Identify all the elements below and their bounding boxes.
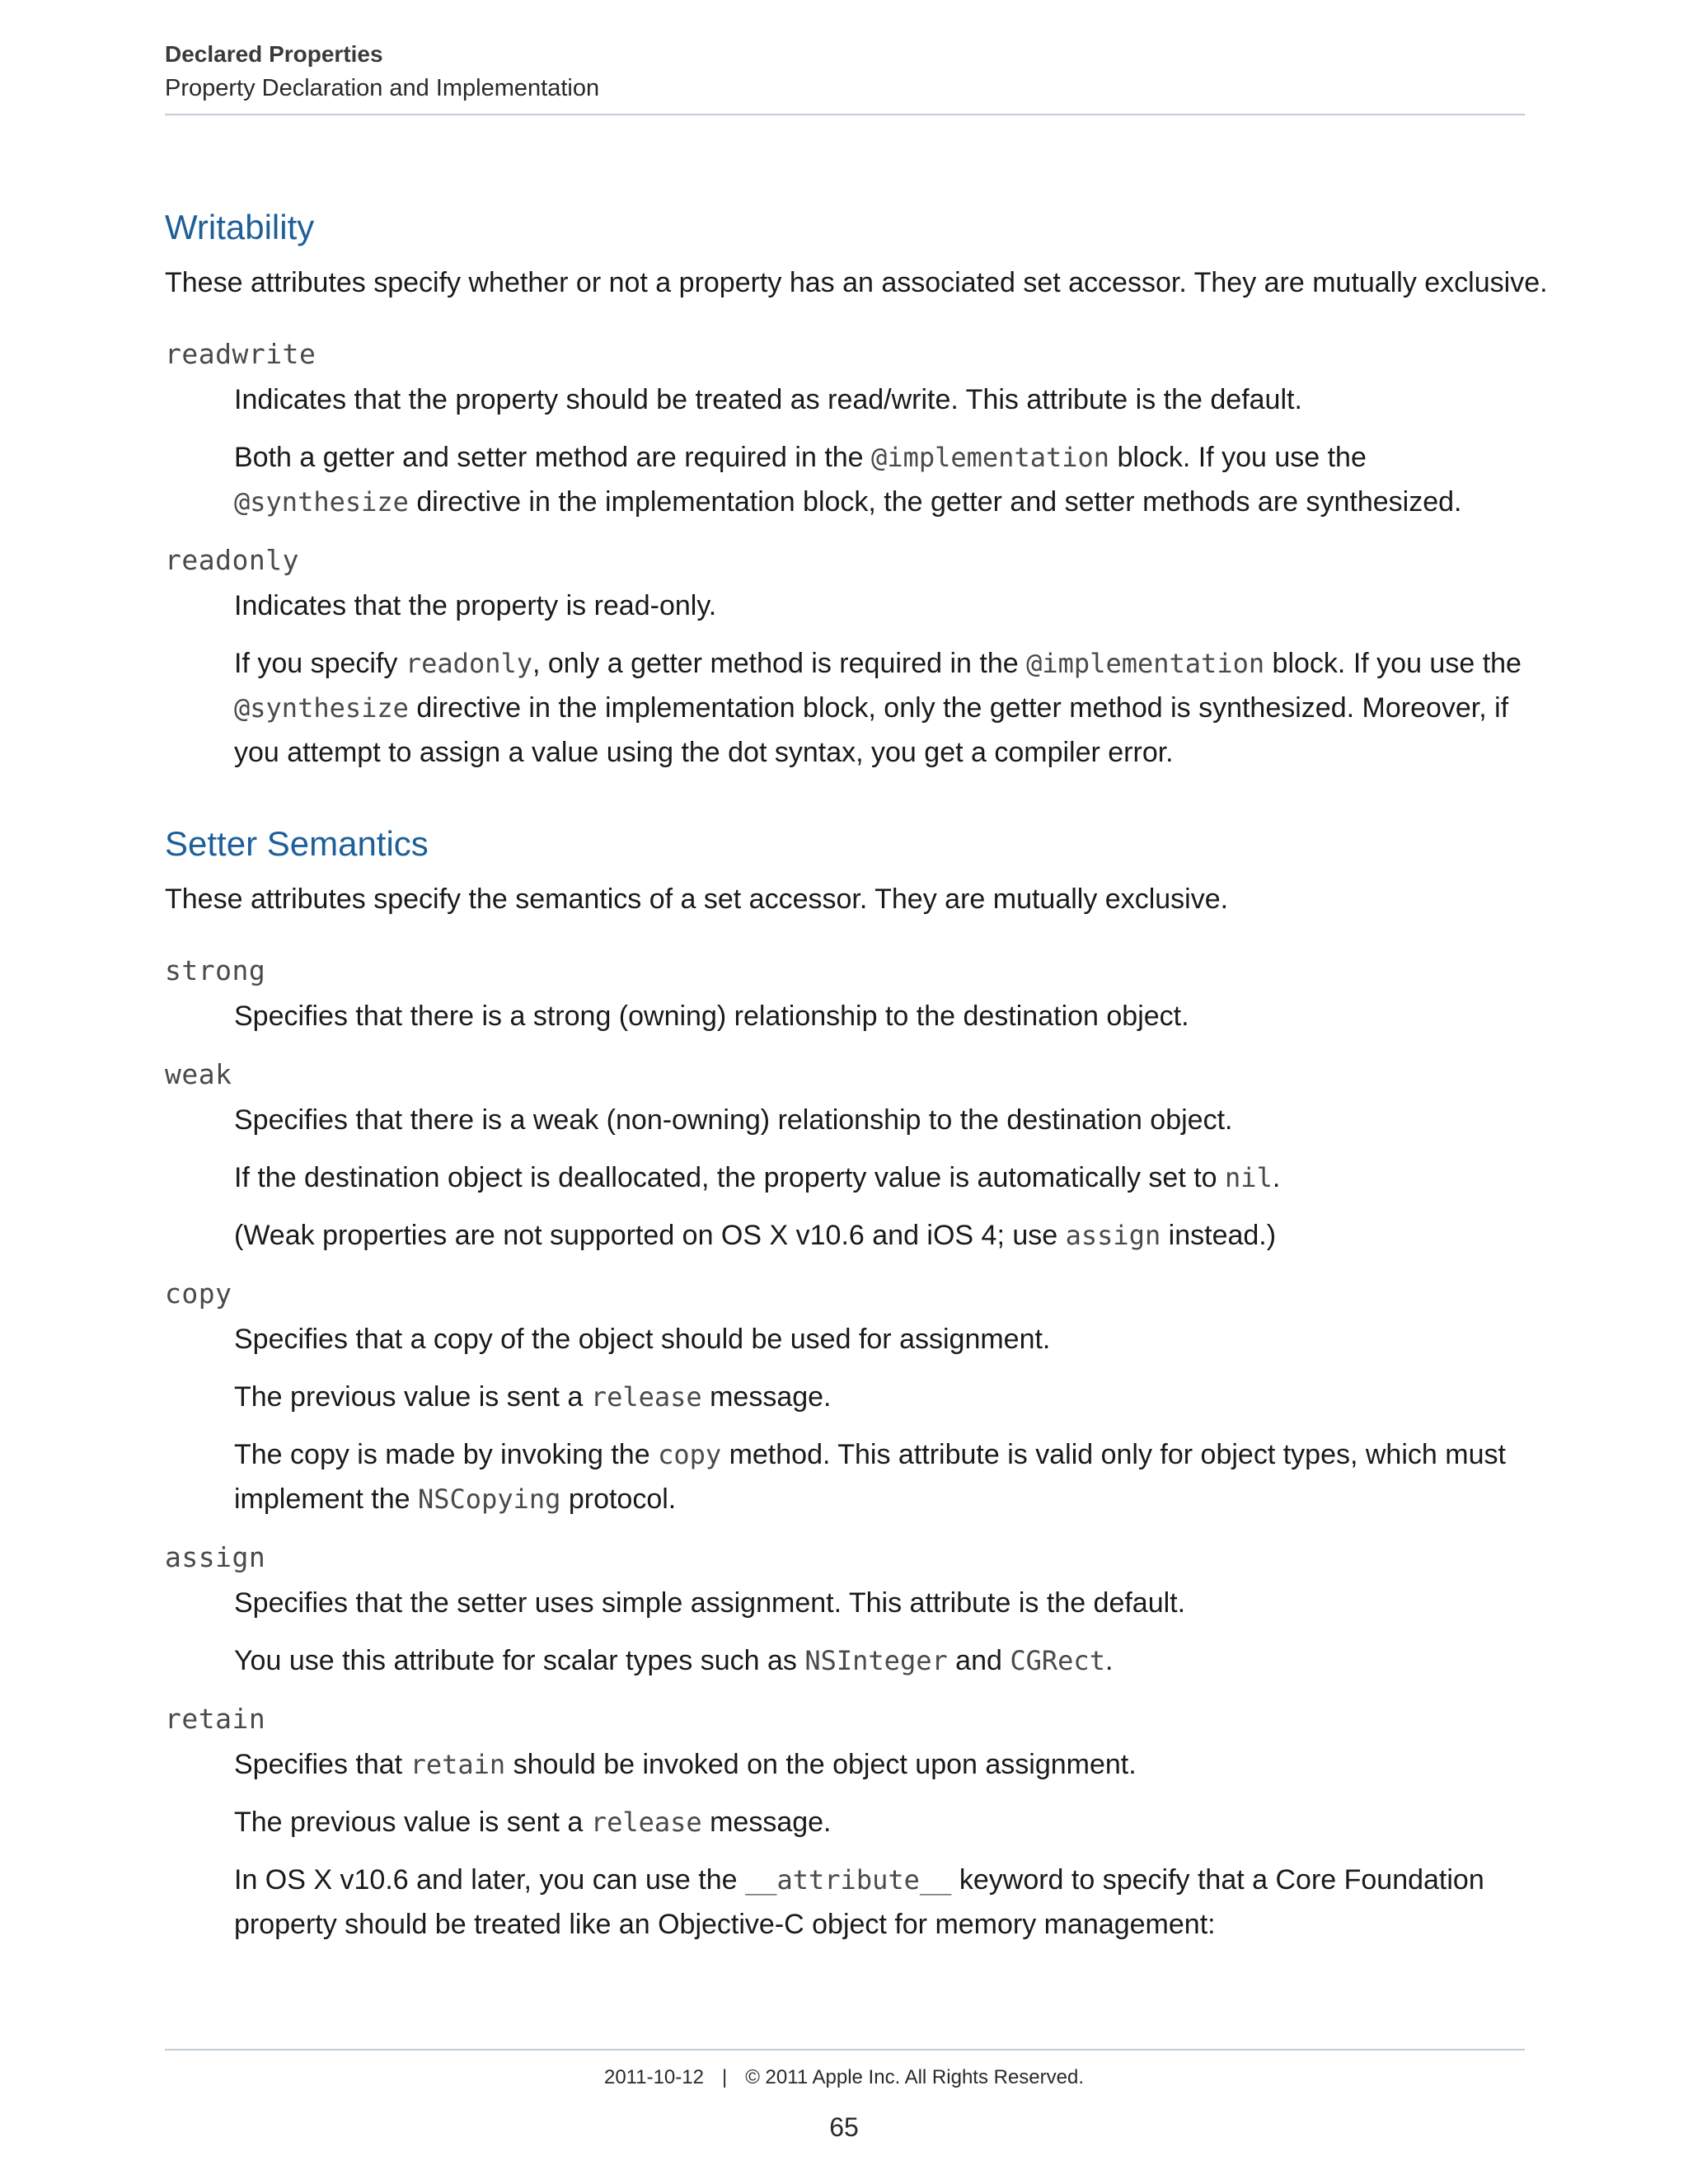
definition-paragraph [234,1800,1525,1844]
definition-paragraph [234,435,1525,524]
footer-copyright: © 2011 Apple Inc. All Rights Reserved. [745,2066,1085,2088]
definition-copy [234,1317,1525,1521]
definition-paragraph: Specifies that the setter uses simple assignment. This attribute is the default. [234,1587,1186,1619]
text-run: Both a getter and setter method are required in the [234,442,872,473]
text-run: The previous value is sent a [234,1807,591,1838]
text-run: should be invoked on the object upon assignment. [505,1749,1137,1780]
running-header [165,38,1525,105]
section-setter-semantics [165,811,1525,1947]
text-run: . [1104,1645,1114,1676]
header-chapter-title: Declared Properties [165,41,383,67]
text-run: The previous value is sent a [234,1381,591,1413]
footer-separator: | [721,2066,728,2088]
page-number: 65 [829,2112,859,2142]
section-heading-setter-semantics: Setter Semantics [165,824,429,863]
definition-readonly [234,583,1525,775]
inline-code: @synthesize [234,486,409,518]
inline-code: @implementation [1026,648,1265,679]
text-run: , only a getter method is required in the [532,648,1027,679]
footer-divider [165,2049,1525,2050]
inline-code: nil [1225,1162,1273,1193]
definition-strong [234,994,1525,1038]
inline-code: __attribute__ [744,1864,952,1896]
definition-paragraph: Specifies that there is a strong (owning) relationship to the destination object. [234,1001,1189,1032]
text-run: method. This attribute is valid only for object types, which must implement the [234,1439,1506,1515]
text-run: . [1272,1162,1281,1193]
inline-code: retain [410,1749,506,1780]
header-divider [165,114,1525,115]
inline-code: NSCopying [418,1483,561,1515]
definition-retain [234,1742,1525,1947]
term-copy: copy [165,1277,232,1310]
definition-paragraph [234,1375,1525,1419]
inline-code: @implementation [871,442,1110,473]
definition-paragraph: Indicates that the property is read-only. [234,590,717,621]
text-run: If the destination object is deallocated, the property value is automatically set to [234,1162,1226,1193]
term-readwrite: readwrite [165,338,316,370]
section-heading-writability: Writability [165,208,315,246]
inline-code: release [590,1381,702,1413]
definition-paragraph: Specifies that a copy of the object should be used for assignment. [234,1324,1051,1355]
text-run: (Weak properties are not supported on OS X v10.6 and iOS 4; use [234,1220,1066,1251]
text-run: directive in the implementation block, the getter and setter methods are synthesized. [408,486,1462,518]
inline-code: copy [658,1439,722,1470]
inline-code: NSInteger [804,1645,948,1676]
text-run: keyword to specify that a Core Foundation property should be treated like an Objective-C object for memory management: [234,1864,1484,1940]
inline-code: assign [1065,1220,1161,1251]
definition-paragraph: Indicates that the property should be treated as read/write. This attribute is the default. [234,384,1302,415]
section-intro: These attributes specify the semantics of a set accessor. They are mutually exclusive. [165,883,1229,915]
text-run: directive in the implementation block, only the getter method is synthesized. Moreover, if you attempt to assign a value using the dot syntax, you get a compiler error. [234,692,1509,768]
definition-paragraph [234,1155,1525,1200]
text-run: message. [701,1807,832,1838]
definition-paragraph [234,1213,1525,1258]
definition-paragraph [234,641,1525,775]
definition-weak [234,1098,1525,1258]
text-run: instead.) [1160,1220,1277,1251]
text-run: message. [701,1381,832,1413]
term-assign: assign [165,1541,266,1573]
inline-code: release [590,1807,702,1838]
inline-code: @synthesize [234,692,409,724]
text-run: and [947,1645,1010,1676]
text-run: You use this attribute for scalar types such as [234,1645,805,1676]
definition-assign [234,1581,1525,1683]
definition-paragraph [234,1858,1525,1947]
text-run: In OS X v10.6 and later, you can use the [234,1864,745,1896]
header-section-title: Property Declaration and Implementation [165,75,600,101]
definition-readwrite [234,377,1525,524]
definition-paragraph [234,1742,1525,1787]
inline-code: readonly [405,648,532,679]
text-run: If you specify [234,648,406,679]
main-content [165,194,1548,1960]
text-run: block. If you use the [1109,442,1367,473]
definition-paragraph [234,1432,1525,1521]
inline-code: CGRect [1010,1645,1105,1676]
section-writability [165,194,1548,775]
term-strong: strong [165,954,266,987]
footer-date: 2011-10-12 [603,2066,704,2088]
text-run: protocol. [560,1483,677,1515]
page-footer [0,2057,1688,2098]
section-intro: These attributes specify whether or not a property has an associated set accessor. They are mutually exclusive. [165,267,1548,298]
term-readonly: readonly [165,544,299,576]
definition-paragraph [234,1638,1525,1683]
term-retain: retain [165,1703,266,1735]
text-run: Specifies that [234,1749,410,1780]
term-weak: weak [165,1058,232,1090]
definition-paragraph: Specifies that there is a weak (non-owning) relationship to the destination object. [234,1104,1233,1136]
text-run: block. If you use the [1264,648,1522,679]
text-run: The copy is made by invoking the [234,1439,659,1470]
